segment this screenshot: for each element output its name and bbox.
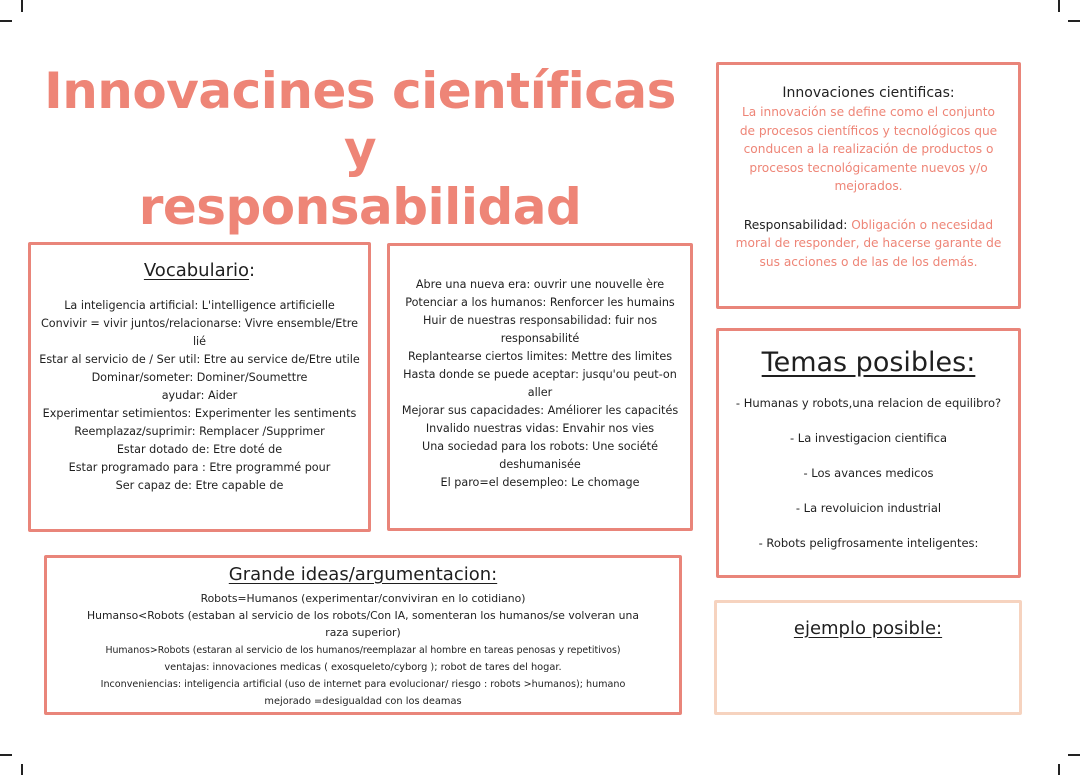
innovaciones-definition <box>719 103 1018 196</box>
vocabulario-box <box>28 242 371 532</box>
vocab-item: La inteligencia artificial: L'intelligence artificielle <box>64 299 335 312</box>
crop-mark-right-bottom <box>1068 754 1080 756</box>
vocab2-item: Hasta donde se puede aceptar: jusqu'ou peut-on <box>403 368 677 381</box>
tema-item: - La investigacion cientifica <box>789 431 948 445</box>
crop-mark-top-left <box>21 0 23 12</box>
grande-line: Humanso<Robots (estaban al servicio de los robots/Con IA, somenteran los humanos/se volveran una <box>87 609 639 623</box>
crop-mark-left-top <box>0 20 12 22</box>
definitions-box <box>716 62 1021 309</box>
grande-line: raza superior) <box>325 626 401 640</box>
vocab2-item: Replantearse ciertos limites: Mettre des limites <box>407 350 673 363</box>
innov-line-0: La innovación se define como el conjunto <box>741 105 996 119</box>
innovaciones-heading: Innovaciones cientificas: <box>782 85 955 101</box>
vocab-item: Estar al servicio de / Ser util: Etre au service de/Etre utile <box>39 353 360 366</box>
grande-ideas-lines <box>47 590 679 710</box>
title-line-1: Innovacines científicas y <box>44 62 676 178</box>
tema-item: - Los avances medicos <box>803 466 934 480</box>
innov-line-4: mejorados. <box>834 179 903 193</box>
ejemplo-box <box>714 600 1022 715</box>
temas-box <box>716 328 1021 578</box>
vocabulario-list <box>31 297 368 495</box>
resp-line-1: moral de responder, de hacerse garante de <box>735 236 1002 250</box>
innov-line-2: conducen a la realización de productos o <box>743 142 994 156</box>
resp-line-0: Obligación o necesidad <box>851 217 994 232</box>
vocab-item: Reemplazaz/suprimir: Remplacer /Supprimer <box>74 425 325 438</box>
title-line-2: responsabilidad <box>138 178 582 236</box>
vocab2-item: aller <box>527 386 553 399</box>
vocab-item: lié <box>192 335 207 348</box>
vocabulario-continued-list <box>390 276 690 492</box>
vocab-item: Experimentar setimientos: Experimenter les sentiments <box>42 407 357 420</box>
grande-line: Robots=Humanos (experimentar/conviviran en lo cotidiano) <box>200 592 526 605</box>
vocab2-item: Mejorar sus capacidades: Améliorer les capacités <box>401 404 679 417</box>
vocab-item: Convivir = vivir juntos/relacionarse: Vivre ensemble/Etre <box>41 317 358 330</box>
responsabilidad-label: Responsabilidad: <box>743 217 848 232</box>
crop-mark-bottom-left <box>21 764 23 775</box>
vocab-item: ayudar: Aider <box>161 389 238 402</box>
vocab2-item: deshumanisée <box>499 458 581 471</box>
vocab2-item: Invalido nuestras vidas: Envahir nos vies <box>425 422 655 435</box>
vocab2-item: responsabilité <box>500 332 580 345</box>
vocabulario-continued-box <box>387 243 693 531</box>
crop-mark-left-bottom <box>0 754 12 756</box>
vocab-item: Estar dotado de: Etre doté de <box>116 443 283 456</box>
tema-item: - Robots peligfrosamente inteligentes: <box>758 536 979 550</box>
vocab2-item: Abre una nueva era: ouvrir une nouvelle ère <box>415 278 665 291</box>
tema-item: - La revoluicion industrial <box>795 501 942 515</box>
page-title <box>40 62 680 236</box>
grande-line: Humanos>Robots (estaran al servicio de los humanos/reemplazar al hombre en tareas penosas y repetitivos) <box>105 644 621 656</box>
crop-mark-right-top <box>1068 20 1080 22</box>
resp-line-first <box>719 216 1018 235</box>
grande-ideas-box <box>44 555 682 715</box>
vocab2-item: Huir de nuestras responsabilidad: fuir nos <box>422 314 658 327</box>
grande-line: mejorado =desigualdad con los deamas <box>264 696 462 708</box>
vocab-item: Estar programado para : Etre programmé pour <box>68 461 331 474</box>
crop-mark-bottom-right <box>1058 764 1060 775</box>
vocabulario-heading-colon: : <box>249 260 256 281</box>
temas-heading: Temas posibles: <box>761 347 976 378</box>
crop-mark-top-right <box>1058 0 1060 12</box>
temas-list <box>719 395 1018 551</box>
vocab2-item: Una sociedad para los robots: Une société <box>422 440 658 453</box>
grande-line: Inconveniencias: inteligencia artificial (uso de internet para evolucionar/ riesgo : robots >humanos); humano <box>100 679 626 691</box>
grande-ideas-heading: Grande ideas/argumentacion: <box>228 564 498 585</box>
innov-line-3: procesos tecnológicamente nuevos y/o <box>749 160 988 175</box>
vocab2-item: El paro=el desempleo: Le chomage <box>440 476 640 489</box>
resp-line-2: sus acciones o de las de los demás. <box>759 254 978 269</box>
vocabulario-heading <box>31 259 368 283</box>
responsabilidad-definition <box>719 216 1018 272</box>
ejemplo-heading: ejemplo posible: <box>793 618 943 639</box>
vocabulario-heading-text: Vocabulario <box>143 260 250 281</box>
grande-line: ventajas: innovaciones medicas ( exosqueleto/cyborg ); robot de tares del hogar. <box>164 661 562 673</box>
innov-line-1: de procesos científicos y tecnológicos que <box>739 123 998 138</box>
vocab-item: Dominar/someter: Dominer/Soumettre <box>91 371 308 384</box>
tema-item: - Humanas y robots,una relacion de equilibro? <box>735 396 1002 410</box>
vocab-item: Ser capaz de: Etre capable de <box>115 479 284 492</box>
vocab2-item: Potenciar a los humanos: Renforcer les humains <box>405 296 675 309</box>
